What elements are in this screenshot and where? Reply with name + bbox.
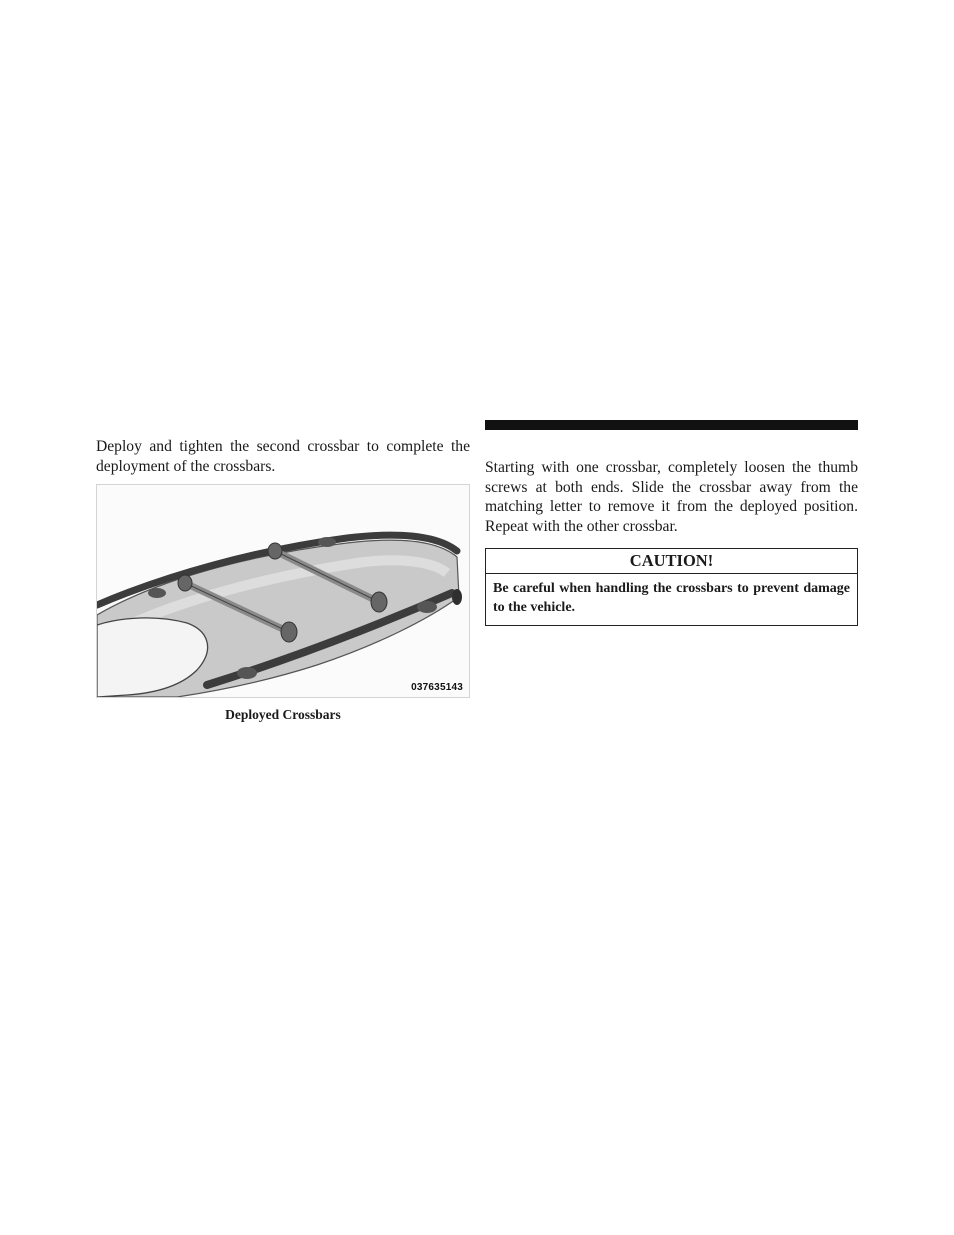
illustration-id: 037635143 bbox=[411, 682, 463, 693]
roof-crossbars-drawing bbox=[97, 485, 469, 697]
crossbar-clamp bbox=[268, 543, 282, 559]
caution-title: CAUTION! bbox=[486, 549, 857, 574]
rail-standoff bbox=[318, 537, 336, 547]
caution-box bbox=[485, 548, 858, 626]
rail-standoff bbox=[148, 588, 166, 598]
removal-instructions: Starting with one crossbar, completely loosen the thumb screws at both ends. Slide the crossbar away from the matching letter to remove it from the deployed position. Repeat with the other crossbar. bbox=[485, 459, 858, 535]
caution-text: Be careful when handling the crossbars to prevent damage to the vehicle. bbox=[493, 581, 850, 615]
figure-caption: Deployed Crossbars bbox=[225, 707, 341, 722]
section-header-bar bbox=[485, 420, 858, 430]
rail-standoff bbox=[417, 601, 437, 613]
rail-end-cap bbox=[452, 589, 462, 605]
right-column bbox=[485, 420, 858, 626]
intro-paragraph: Deploy and tighten the second crossbar to complete the deployment of the crossbars. bbox=[96, 438, 470, 475]
left-column bbox=[96, 437, 470, 723]
crossbars-illustration bbox=[96, 484, 470, 698]
crossbar-clamp bbox=[178, 575, 192, 591]
rail-standoff bbox=[237, 667, 257, 679]
crossbar-clamp bbox=[371, 592, 387, 612]
crossbar-clamp bbox=[281, 622, 297, 642]
